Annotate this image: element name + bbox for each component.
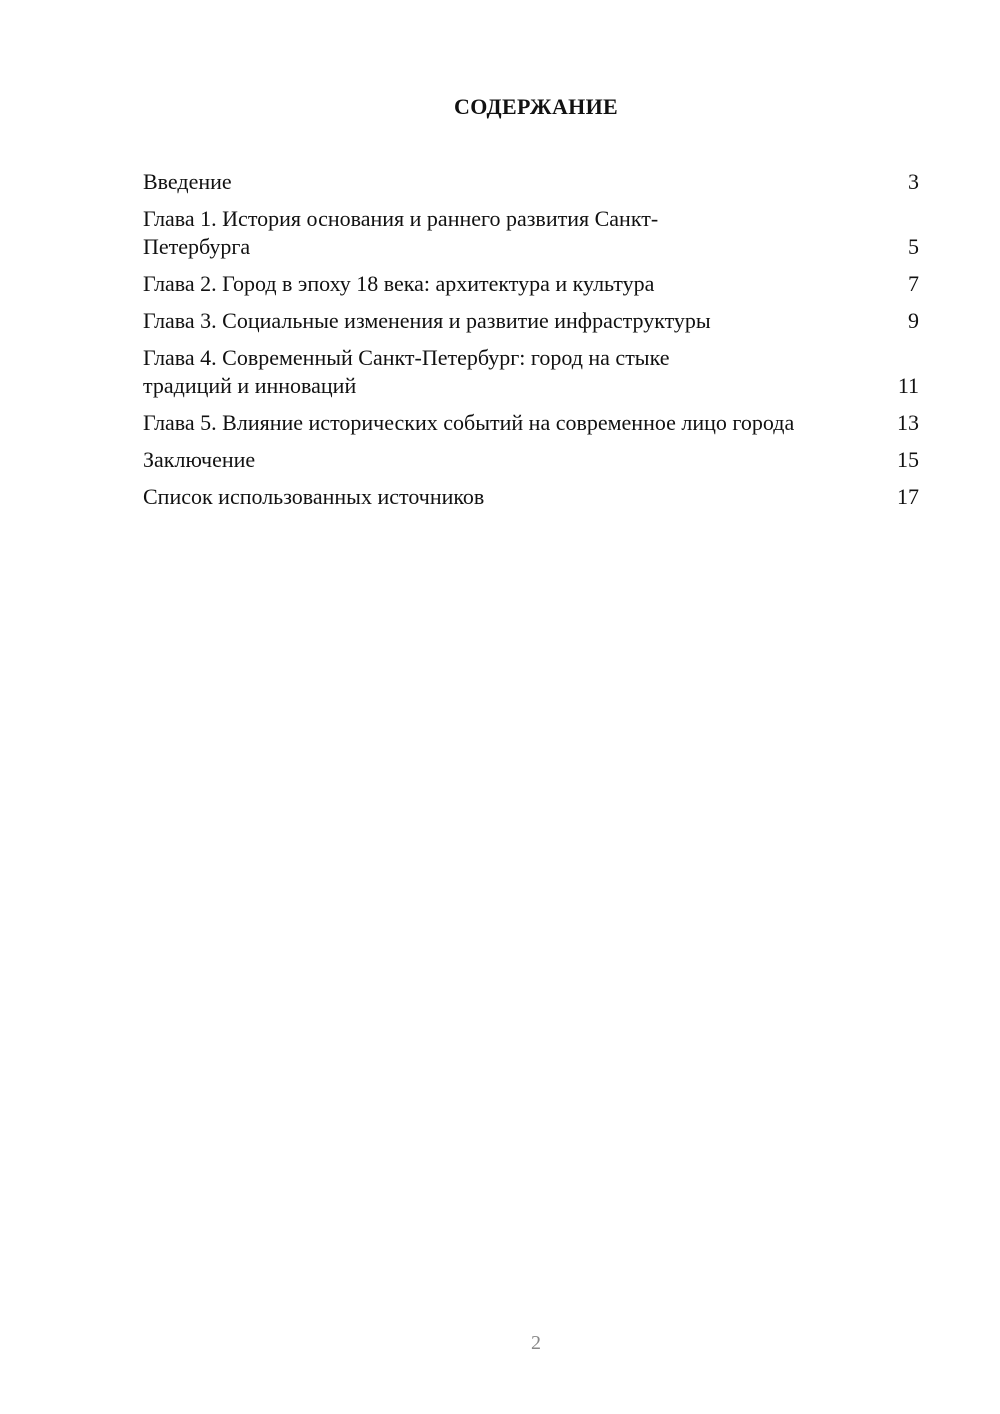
table-of-contents [143, 168, 919, 520]
toc-entry-page: 15 [897, 447, 919, 472]
toc-entry-text: Глава 1. История основания и раннего развития Санкт-Петербурга [143, 206, 659, 259]
toc-entry-page: 3 [908, 169, 919, 194]
toc-title: СОДЕРЖАНИЕ [454, 94, 618, 119]
toc-entry-conclusion [143, 446, 919, 474]
toc-entry-page: 11 [897, 373, 919, 398]
toc-entry-page: 5 [908, 234, 919, 259]
toc-entry-chapter-4 [143, 344, 919, 400]
toc-entry-introduction [143, 168, 919, 196]
toc-entry-chapter-2 [143, 270, 919, 298]
toc-entry-text: Глава 5. Влияние исторических событий на современное лицо города [143, 410, 795, 435]
toc-entry-text: Заключение [143, 447, 256, 472]
toc-entry-chapter-5 [143, 409, 919, 437]
toc-entry-chapter-1 [143, 205, 919, 261]
page-number: 2 [531, 1332, 541, 1354]
toc-entry-page: 7 [908, 271, 919, 296]
toc-entry-text: Список использованных источников [143, 484, 485, 509]
toc-entry-text: Глава 4. Современный Санкт-Петербург: город на стыке традиций и инноваций [143, 345, 670, 398]
toc-entry-page: 17 [897, 484, 919, 509]
toc-entry-text: Глава 2. Город в эпоху 18 века: архитектура и культура [143, 271, 655, 296]
toc-entry-chapter-3 [143, 307, 919, 335]
toc-entry-text: Введение [143, 169, 232, 194]
toc-entry-page: 13 [897, 410, 919, 435]
toc-entry-text: Глава 3. Социальные изменения и развитие инфраструктуры [143, 308, 711, 333]
toc-entry-references [143, 483, 919, 511]
toc-entry-page: 9 [908, 308, 919, 333]
